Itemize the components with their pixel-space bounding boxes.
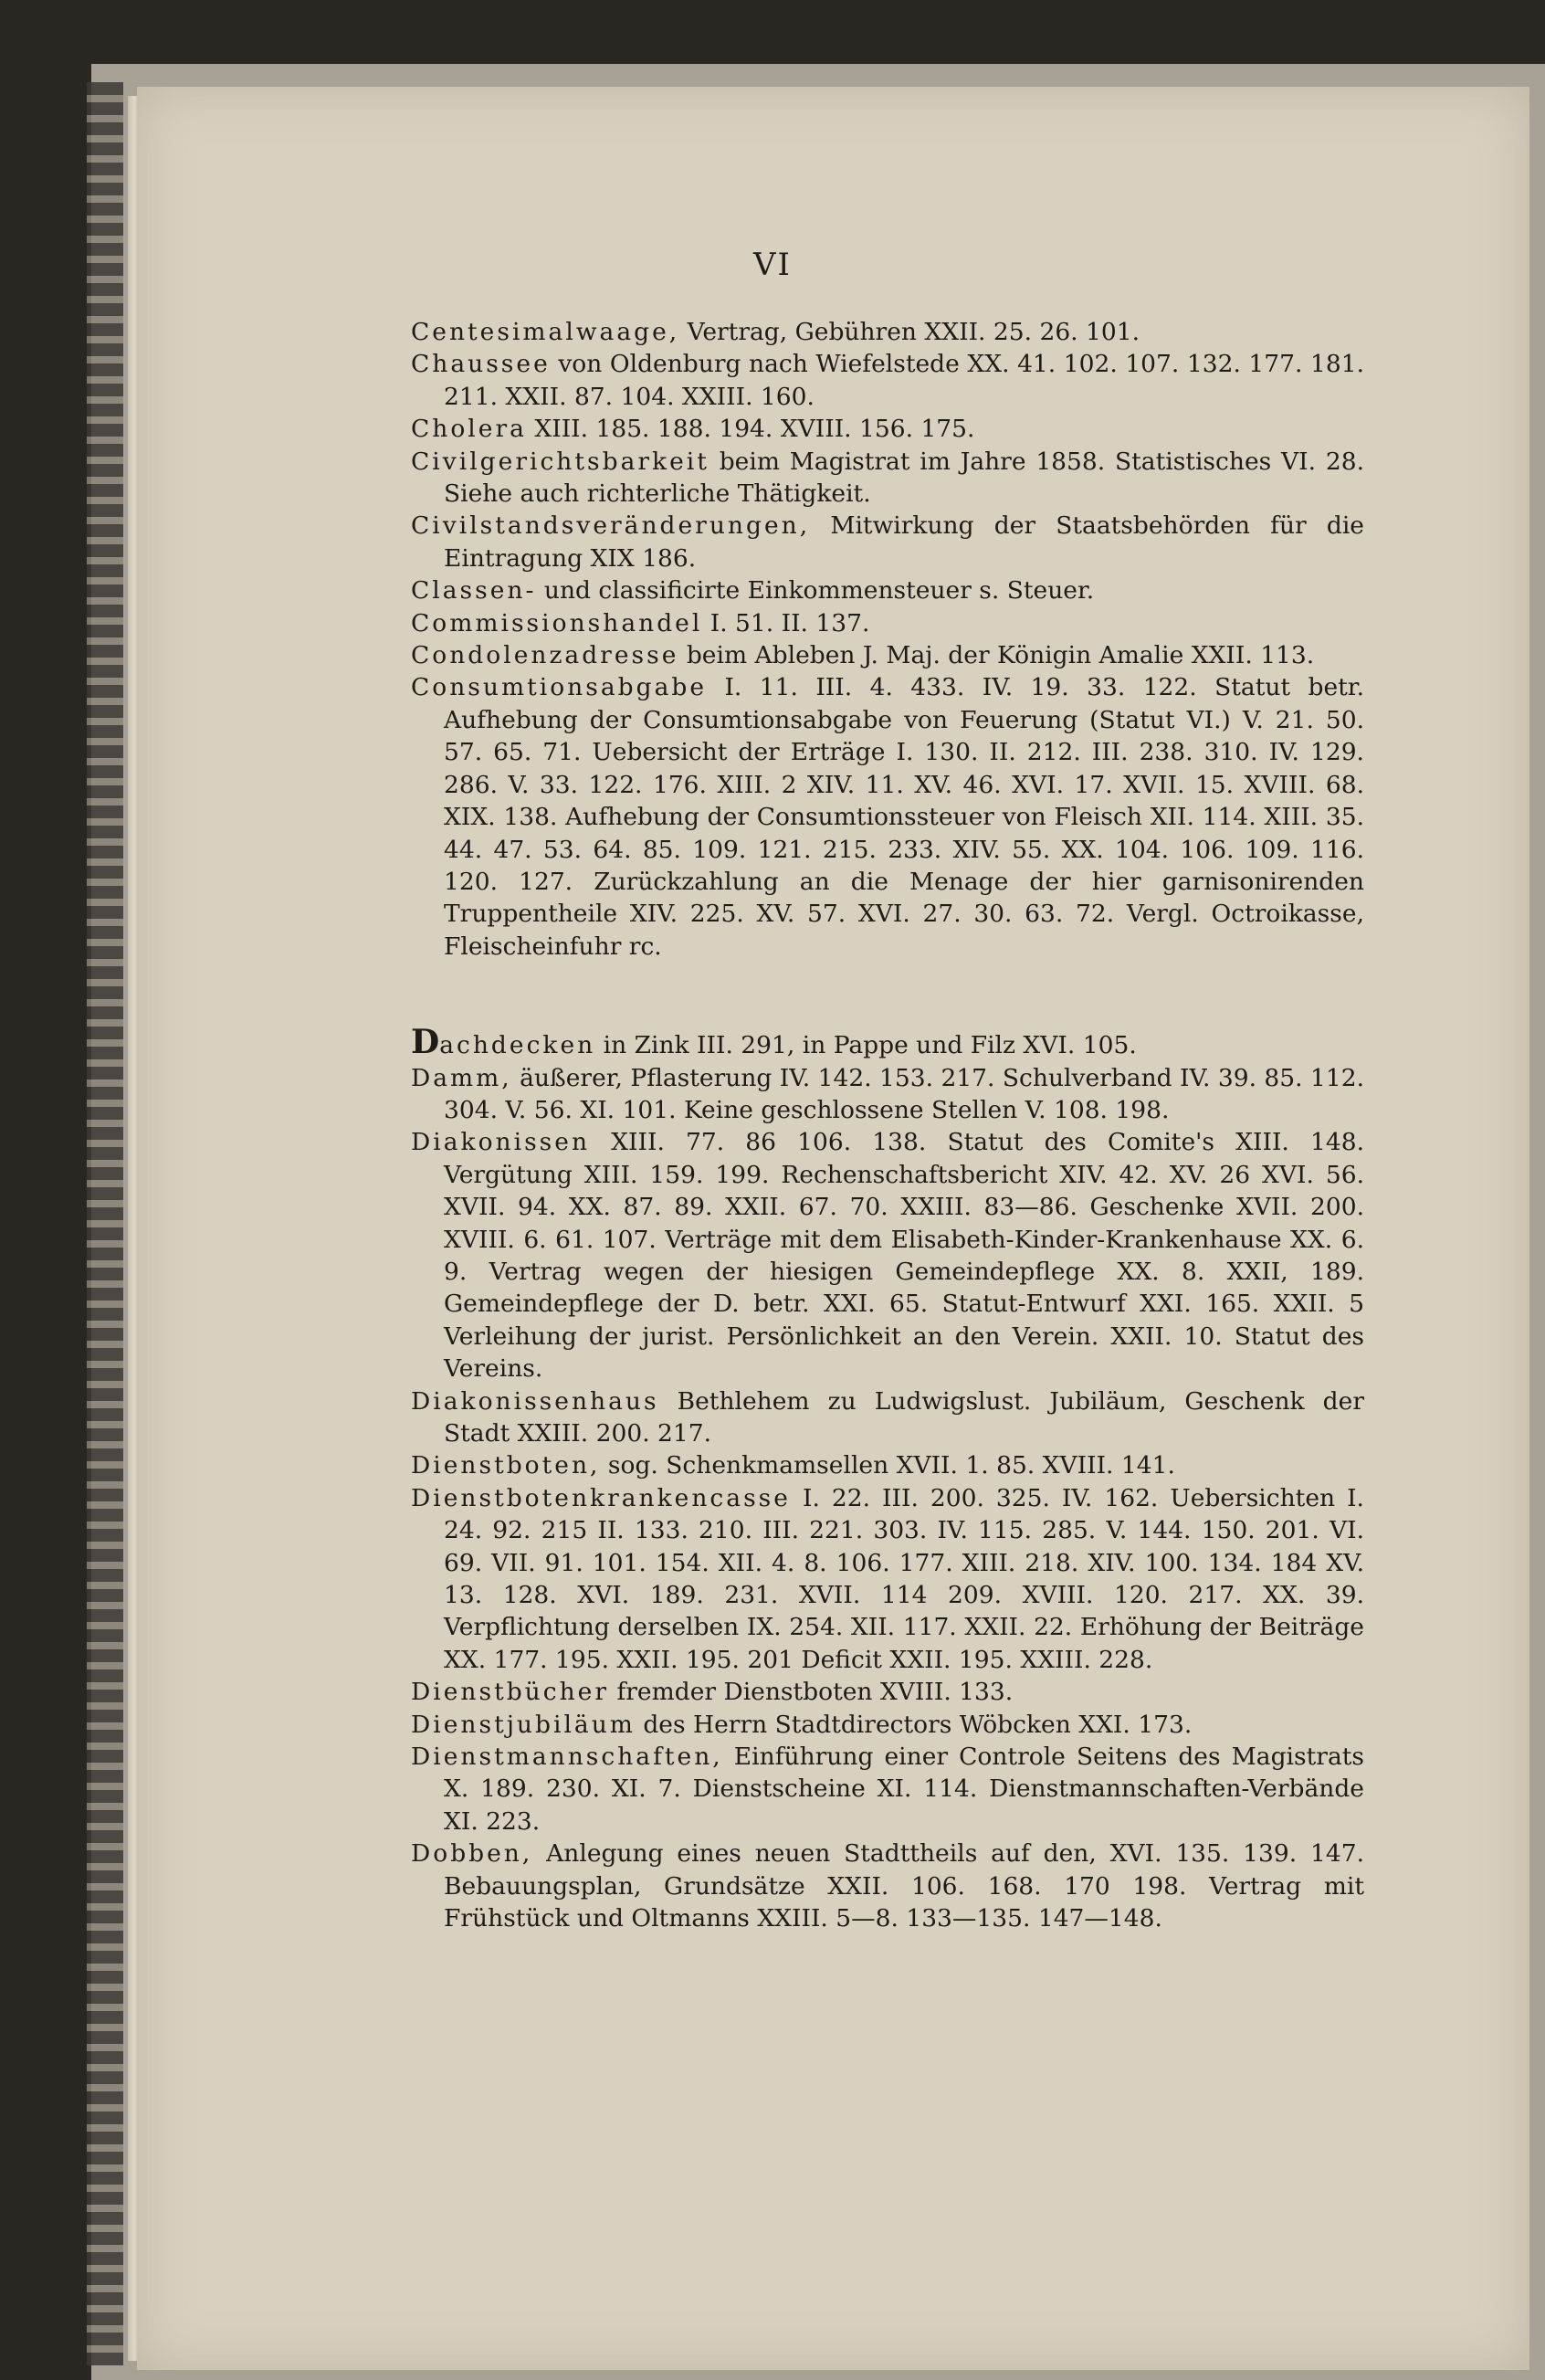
index-text: Vertrag, Gebühren XXII. 25. 26. 101. (679, 318, 1140, 346)
index-entry (411, 1838, 1364, 1934)
index-entry (411, 413, 1364, 445)
index-entry (411, 1023, 1364, 1062)
index-term: Classen- (411, 576, 537, 606)
index-term: Dienstjubiläum (411, 1710, 636, 1739)
index-entry (411, 1385, 1364, 1450)
index-term: Commissionshandel (411, 608, 703, 637)
index-text: des Herrn Stadtdirectors Wöbcken XXI. 173. (635, 1710, 1193, 1739)
index-text: sog. Schenkmamsellen XVII. 1. 85. XVIII. 141. (600, 1451, 1175, 1480)
index-text: XIII. 185. 188. 194. XVIII. 156. 175. (526, 415, 975, 444)
index-text: I. 11. III. 4. 433. IV. 19. 33. 122. Statut betr. Aufhebung der Consumtionsabgabe von Feuerung (Statut VI.) V. 21. 50. 57. 65. 71. Uebersicht der Erträge I. 130. II. 212. III. 238. 310. IV. 129. 286. V. 33. 122. 176. XIII. 2 XIV. 11. XV. 46. XVI. 17. XVII. 15. XVIII. 68. XIX. 138. Aufhebung der Consumtionssteuer von Fleisch XII. 114. XIII. 35. 44. 47. 53. 64. 85. 109. 121. 215. 233. XIV. 55. XX. 104. 106. 109. 116. 120. 127. Zurückzahlung an die Menage der hier garnisonirenden Truppentheile XIV. 225. XV. 57. XVI. 27. 30. 63. 72. Vergl. Octroikasse, Fleischeinfuhr rc. (444, 673, 1364, 961)
index-text: fremder Dienstboten XVIII. 133. (609, 1678, 1014, 1707)
index-term: Dobben, (411, 1839, 533, 1869)
index-term: Cholera (411, 415, 527, 444)
index-text: beim Magistrat im Jahre 1858. Statistisches VI. 28. Siehe auch richterliche Thätigkeit. (444, 447, 1364, 509)
book-binding (87, 82, 123, 2365)
index-entry (411, 316, 1364, 348)
index-entry (411, 446, 1364, 511)
index-text: äußerer, Pflasterung IV. 142. 153. 217. Schulverband IV. 39. 85. 112. 304. V. 56. XI. 101. Keine geschlossene Stellen V. 108. 198. (444, 1063, 1364, 1124)
index-text: beim Ableben J. Maj. der Königin Amalie XXII. 113. (678, 641, 1315, 670)
index-text: Einführung einer Controle Seitens des Magistrats X. 189. 230. XI. 7. Dienstscheine XI. 114. Dienstmannschaften-Verbände XI. 223. (444, 1743, 1364, 1836)
index-entry (411, 1709, 1364, 1741)
index-entry (411, 607, 1364, 639)
index-term: Chaussee (411, 350, 551, 379)
index-term: Dienstbotenkrankencasse (411, 1483, 791, 1512)
index-text: I. 51. II. 137. (702, 608, 870, 637)
index-term: Dienstbücher (411, 1678, 610, 1707)
index-term: Dienstboten, (411, 1451, 601, 1480)
index-term: Diakonissen (411, 1128, 591, 1157)
index-entry (411, 639, 1364, 671)
index-text: Anlegung eines neuen Stadttheils auf den, XVI. 135. 139. 147. Bebauungsplan, Grundsätze XXII. 106. 168. 170 198. Vertrag mit Frühstück und Oltmanns XXIII. 5—8. 133—135. 147—148. (444, 1839, 1364, 1933)
index-text: und classificirte Einkommensteuer s. Steuer. (536, 576, 1095, 606)
index-entry (411, 1482, 1364, 1676)
index-term: achdecken (439, 1031, 596, 1060)
index-entry (411, 348, 1364, 413)
index-term: Condolenzadresse (411, 641, 679, 670)
index-term: Dienstmannschaften, (411, 1743, 723, 1772)
section-c (411, 316, 1364, 963)
index-text: XIII. 77. 86 106. 138. Statut des Comite's XIII. 148. Vergütung XIII. 159. 199. Rechenschaftsbericht XIV. 42. XV. 26 XVI. 56. XVII. 94. XX. 87. 89. XXII. 67. 70. XXIII. 83—86. Geschenke XVII. 200. XVIII. 6. 61. 107. Verträge mit dem Elisabeth-Kinder-Krankenhause XX. 6. 9. Vertrag wegen der hiesigen Gemeindepflege XX. 8. XXII, 189. Gemeindepflege der D. betr. XXI. 65. Statut-Entwurf XXI. 165. XXII. 5 Verleihung der jurist. Persönlichkeit an den Verein. XXII. 10. Statut des Vereins. (444, 1128, 1364, 1384)
index-content (411, 316, 1364, 1935)
index-term: Centesimalwaage, (411, 318, 680, 346)
index-text: in Zink III. 291, in Pappe und Filz XVI. 105. (595, 1031, 1137, 1060)
index-entry (411, 1062, 1364, 1127)
index-text: Mitwirkung der Staatsbehörden für die Eintragung XIX 186. (444, 511, 1364, 573)
index-text: von Oldenburg nach Wiefelstede XX. 41. 102. 107. 132. 177. 181. 211. XXII. 87. 104. XXIII. 160. (444, 350, 1364, 411)
index-entry (411, 574, 1364, 606)
index-entry (411, 671, 1364, 963)
index-text: Bethlehem zu Ludwigslust. Jubiläum, Geschenk der Stadt XXIII. 200. 217. (444, 1386, 1364, 1448)
section-gap (411, 963, 1364, 1027)
index-text: I. 22. III. 200. 325. IV. 162. Uebersichten I. 24. 92. 215 II. 133. 210. III. 221. 303. IV. 115. 285. V. 144. 150. 201. VI. 69. VII. 91. 101. 154. XII. 4. 8. 106. 177. XIII. 218. XIV. 100. 134. 184 XV. 13. 128. XVI. 189. 231. XVII. 114 209. XVIII. 120. 217. XX. 39. Verpflichtung derselben IX. 254. XII. 117. XXII. 22. Erhöhung der Beiträge XX. 177. 195. XXII. 195. 201 Deficit XXII. 195. XXIII. 228. (444, 1483, 1364, 1674)
section-d (411, 1023, 1364, 1934)
index-term: Consumtionsabgabe (411, 673, 708, 702)
page-number: VI (753, 247, 792, 283)
index-entry (411, 1676, 1364, 1708)
index-term: Damm, (411, 1063, 512, 1092)
index-term: Civilstandsveränderungen, (411, 511, 811, 541)
index-term: Diakonissenhaus (411, 1386, 659, 1416)
index-term: Civilgerichtsbarkeit (411, 447, 709, 476)
section-initial: D (411, 1023, 440, 1062)
index-entry (411, 1741, 1364, 1838)
index-entry (411, 510, 1364, 574)
index-entry (411, 1449, 1364, 1481)
index-entry (411, 1126, 1364, 1385)
